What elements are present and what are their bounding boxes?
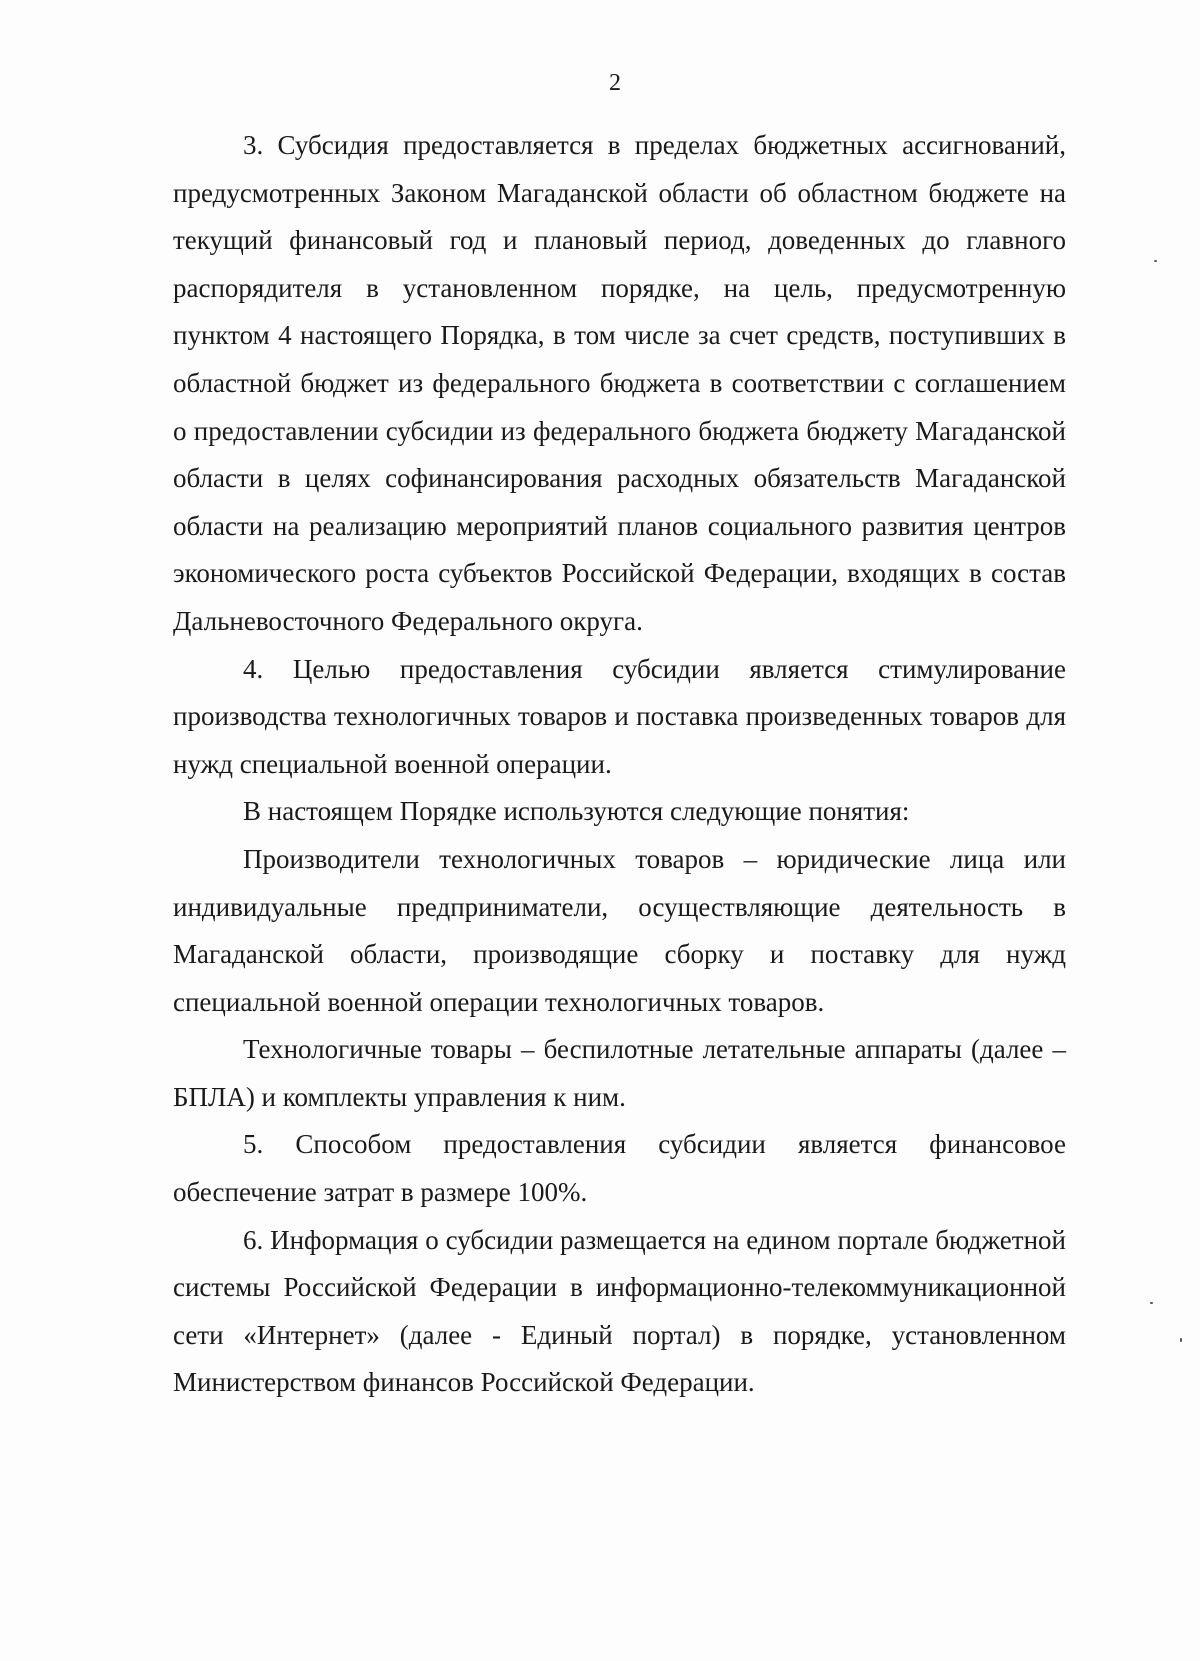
paragraph-3: 3. Субсидия предоставляется в пределах бюджетных ассигнований, предусмотренных Законом Магаданской области об областном бюджете на текущий финансовый год и плановый период, доведенных до главного распорядителя в установленном порядке, на цель, предусмотренную пунктом 4 настоящего Порядка, в том числе за счет средств, поступивших в областной бюджет из федерального бюджета в соответствии с соглашением о предоставлении субсидии из федерального бюджета бюджету Магаданской области в целях софинансирования расходных обязательств Магаданской области на реализацию мероприятий планов социального развития центров экономического роста субъектов Российской Федерации, входящих в состав Дальневосточного Федерального округа. [173, 130, 1066, 636]
scan-speck [1154, 260, 1157, 262]
paragraph-definition-goods: Технологичные товары – беспилотные летательные аппараты (далее – БПЛА) и комплекты управления к ним. [173, 1034, 1066, 1112]
paragraph-4: 4. Целью предоставления субсидии является стимулирование производства технологичных товаров и поставка произведенных товаров для нужд специальной военной операции. [173, 653, 1066, 779]
scan-speck [1180, 1338, 1182, 1342]
scan-speck [1150, 1302, 1153, 1304]
paragraph-definition-producers: Производители технологичных товаров – юридические лица или индивидуальные предприниматели, осуществляющие деятельность в Магаданской области, производящие сборку и поставку для нужд специальной военной операции технологичных товаров. [173, 843, 1066, 1017]
page-number: 2 [609, 70, 621, 96]
paragraph-5: 5. Способом предоставления субсидии является финансовое обеспечение затрат в размере 100%. [173, 1129, 1066, 1208]
paragraph-definitions-intro: В настоящем Порядке используются следующие понятия: [243, 796, 910, 827]
paragraph-6: 6. Информация о субсидии размещается на едином портале бюджетной системы Российской Федерации в информационно-телекоммуникационной сети «Интернет» (далее - Единый портал) в порядке, установленном Министерством финансов Российской Федерации. [173, 1224, 1066, 1398]
document-body [173, 122, 1066, 1407]
